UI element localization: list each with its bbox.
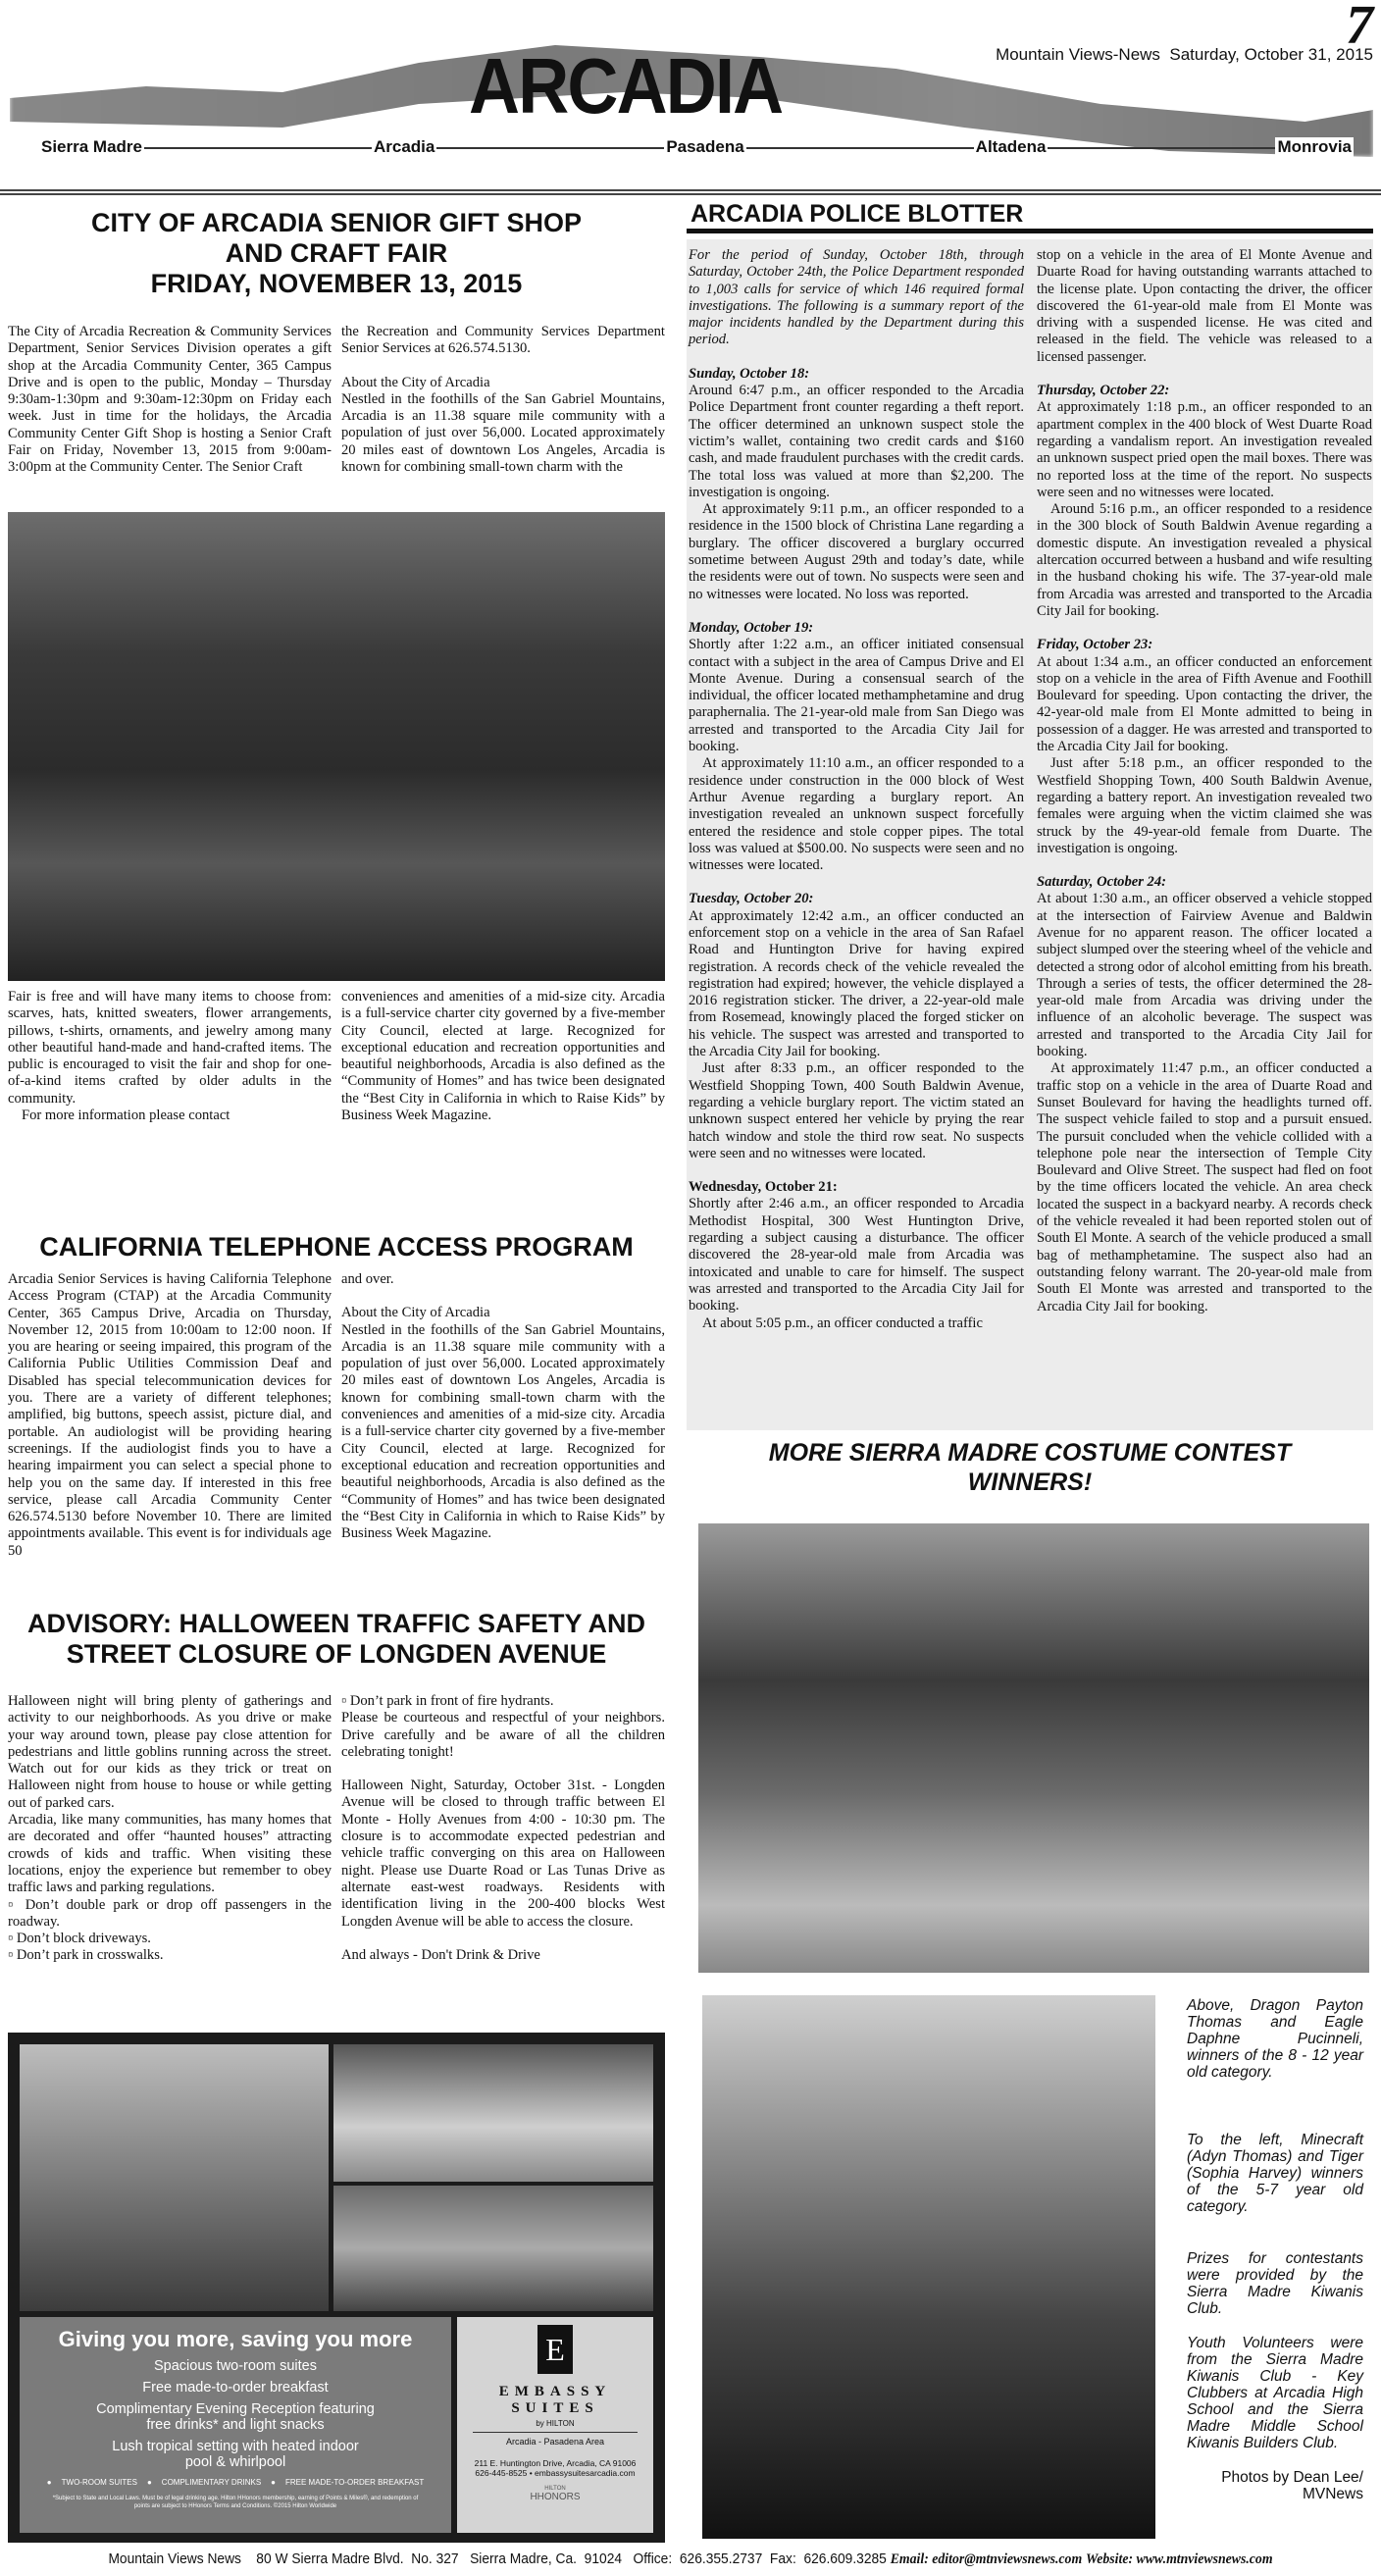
bullet-item: ▫ Don’t park in front of fire hydrants. bbox=[341, 1693, 554, 1709]
bullet-text: Please be courteous and respectful of your neighbors. Drive carefully and be aware of all the children celebrating tonight! bbox=[341, 1710, 665, 1760]
paragraph: For more information please contact bbox=[22, 1108, 230, 1124]
subhead: About the City of Arcadia bbox=[341, 1305, 490, 1321]
blotter-day-heading: Thursday, October 22: bbox=[1037, 383, 1170, 399]
embassy-suites-ad[interactable] bbox=[8, 2033, 665, 2543]
blotter-entry: At approximately 9:11 p.m., an officer responded to a residence in the 1500 block of Christina Lane regarding a burglary. The officer discovered a burglary occurred sometime between August 29th and today’s date, while the residents were out of town. No suspects were seen and no witnesses were located. No loss was reported. bbox=[689, 501, 1024, 602]
credit-line: MVNews bbox=[1302, 2486, 1363, 2502]
photo-credit bbox=[1187, 2469, 1363, 2502]
gift-shop-col3 bbox=[8, 989, 332, 1124]
craft-fair-photo bbox=[8, 512, 665, 981]
issue-date: Saturday, October 31, 2015 bbox=[1169, 45, 1373, 64]
footer bbox=[55, 2550, 1325, 2568]
gift-shop-col1 bbox=[8, 324, 332, 477]
ad-fineprint: *Subject to State and Local Laws. Must be of legal drinking age. Hilton HHonors membership, earning of Points & Miles®, and redemption of points are subject to HHonors Terms and Conditions. ©2015 Hilton Worldwide bbox=[52, 2496, 419, 2509]
dragon-eagle-photo bbox=[698, 1523, 1369, 1973]
paragraph: the Recreation and Community Services Department Senior Services at 626.574.5130. bbox=[341, 324, 665, 357]
subhead: About the City of Arcadia bbox=[341, 374, 490, 390]
ad-headline: Giving you more, saving you more bbox=[58, 2327, 413, 2351]
drink-icon: ● bbox=[146, 2478, 152, 2487]
blotter-entry: Shortly after 2:46 a.m., an officer responded to Arcadia Methodist Hospital, 300 West Huntington Drive, regarding a subject causing a disturbance. The officer discovered the 28-year-old male from Arcadia was intoxicated and unable to care for himself. The suspect was arrested and transported to the Arcadia City Jail for booking. bbox=[689, 1196, 1024, 1314]
gift-shop-col2 bbox=[341, 324, 665, 476]
blotter-headline: ARCADIA POLICE BLOTTER bbox=[687, 200, 1373, 233]
paragraph: Nestled in the foothills of the San Gabriel Mountains, Arcadia is an 11.38 square mile community with a population of just over 56,000. Located approximately 20 miles east of downtown Los Angeles, Arcadia is known for combining small-town charm with the bbox=[341, 390, 665, 476]
blotter-day-heading: Tuesday, October 20: bbox=[689, 891, 814, 907]
blotter-col2 bbox=[1037, 247, 1372, 1315]
headline-line: MORE SIERRA MADRE COSTUME CONTEST bbox=[768, 1439, 1292, 1467]
gift-shop-col4 bbox=[341, 989, 665, 1124]
city-line bbox=[39, 137, 1354, 157]
paragraph: Fair is free and will have many items to choose from: scarves, hats, knitted sweaters, flower arrangements, pillows, t-shirts, ornaments, and jewelry among many other beautiful hand-made and hand-crafted items. The public is encouraged to visit the fair and shop for one-of-a-kind items crafted by older adults in the community. bbox=[8, 989, 332, 1107]
ad-line: Lush tropical setting with heated indoor pool & whirlpool bbox=[112, 2439, 359, 2470]
blotter-entry: At about 1:30 a.m., an officer observed a vehicle stopped at the intersection of Fairview Avenue and Baldwin Avenue for no apparent reason. The officer located a subject slumped over the steering wheel of the vehicle and detected a strong odor of alcohol emitting from his breath. Through a series of tests, the officer determined the 28-year-old male from Arcadia was driving under the influence of an alcoholic beverage. The suspect was arrested and transported to the Arcadia City Jail for booking. bbox=[1037, 891, 1372, 1060]
page-number: 7 bbox=[1346, 0, 1373, 56]
ad-photo-atrium bbox=[333, 2186, 653, 2311]
ad-icon-label: COMPLIMENTARY DRINKS bbox=[161, 2478, 262, 2487]
advisory-col2 bbox=[341, 1693, 665, 1964]
dateline bbox=[996, 45, 1373, 65]
blotter-col1 bbox=[689, 247, 1024, 1332]
footer-contact: Mountain Views News 80 W Sierra Madre Blvd. No. 327 Sierra Madre, Ca. 91024 Office: 626.355.2737 Fax: 626.609.3285 bbox=[108, 2550, 887, 2567]
hhonors-logo: HHONORS bbox=[530, 2492, 581, 2502]
ad-copy bbox=[20, 2317, 451, 2533]
city-label: Arcadia bbox=[373, 137, 435, 156]
blotter-day-heading: Sunday, October 18: bbox=[689, 365, 810, 382]
blotter-entry: At approximately 11:47 p.m., an officer conducted a traffic stop on a vehicle in the area of Duarte Road and Sunset Boulevard for having the headlights turned off. The suspect vehicle failed to stop and a pursuit ensued. The pursuit concluded when the vehicle collided with a telephone pole near the intersection of Temple City Boulevard and Olive Street. The suspect had fled on foot by the time officers located the vehicle. An area check located the suspect in a backyard nearby. A records check of the vehicle revealed it had been reported stolen out of South El Monte. A search of the vehicle produced a small bag of methamphetamine. The suspect also had an outstanding felony warrant. The 20-year-old male from South El Monte was arrested and transported to the Arcadia City Jail for booking. bbox=[1037, 1060, 1372, 1314]
blotter-entry: Shortly after 1:22 a.m., an officer initiated consensual contact with a subject in the area of Campus Drive and El Monte Avenue. During a consensual search of the individual, the officer located methamphetamine and drug paraphernalia. The 21-year-old male from San Diego was arrested and transported to the Arcadia City Jail for booking. bbox=[689, 637, 1024, 755]
paragraph: The City of Arcadia Recreation & Community Services Department, Senior Services Division operates a gift shop at the Arcadia Community Center, 365 Campus Drive and is open to the public, Monday – Thursday 9:30am-1:30pm and 9:30am-12:30pm on Friday each week. Just in time for the holidays, the Arcadia Community Center Gift Shop is hosting a Senior Craft Fair on Friday, November 13, 2015 from 9:00am-3:00pm at the Community Center. The Senior Craft bbox=[8, 324, 332, 476]
photo-captions bbox=[1187, 1997, 1363, 2502]
suite-icon: ● bbox=[46, 2478, 52, 2487]
city-label: Monrovia bbox=[1277, 137, 1352, 156]
caption: Youth Volunteers were from the Sierra Madre Kiwanis Club - Key Clubbers at Arcadia High School and the Sierra Madre Middle School Kiwanis Builders Club. bbox=[1187, 2335, 1363, 2451]
minecraft-tiger-photo bbox=[702, 1995, 1155, 2539]
blotter-day-heading: Friday, October 23: bbox=[1037, 637, 1153, 653]
footer-website[interactable]: Website: www.mtnviewsnews.com bbox=[1086, 2551, 1273, 2567]
headline-line: ADVISORY: HALLOWEEN TRAFFIC SAFETY AND bbox=[27, 1609, 645, 1638]
blotter-entry: Just after 8:33 p.m., an officer responded to the Westfield Shopping Town, 400 South Baldwin Avenue, regarding a vehicle burglary report. The victim stated an unknown suspect entered her vehicle by prying the rear hatch window and stole the third row seat. No suspects were seen and no witnesses were located. bbox=[689, 1060, 1024, 1161]
ad-area: Arcadia - Pasadena Area bbox=[505, 2437, 605, 2447]
paragraph: Arcadia, like many communities, has many homes that are decorated and offer “haunted houses” attracting crowds of kids and traffic. When visiting these locations, enjoy the experience but remember to obey traffic laws and parking regulations. bbox=[8, 1812, 332, 1896]
ctap-headline: CALIFORNIA TELEPHONE ACCESS PROGRAM bbox=[39, 1232, 634, 1262]
brand-by: by HILTON bbox=[473, 2419, 638, 2433]
masthead bbox=[0, 0, 1381, 196]
caption: To the left, Minecraft (Adyn Thomas) and Tiger (Sophia Harvey) winners of the 5-7 year old category. bbox=[1187, 2132, 1363, 2215]
ad-line: Spacious two-room suites bbox=[153, 2358, 317, 2374]
brand-name: EMBASSY bbox=[498, 2384, 612, 2399]
paragraph: stop on a vehicle in the area of El Monte Avenue and Duarte Road for having outstanding warrants attached to the license plate. Upon contacting the driver, the officer discovered the 61-year-old male from El Monte was driving with a suspended license. He was cited and released in the field. The vehicle was released to a licensed passenger. bbox=[1037, 247, 1372, 365]
ctap-col2 bbox=[341, 1271, 665, 1542]
footer-email[interactable]: Email: editor@mtnviewsnews.com bbox=[890, 2551, 1083, 2567]
blotter-entry: At approximately 12:42 a.m., an officer conducted an enforcement stop on a vehicle in the area of San Rafael Road and Huntington Drive for having expired registration. A records check of the vehicle revealed the registration had expired; however, the vehicle displayed a 2016 registration sticker. The driver, a 22-year-old male from Rosemead, knowingly placed the forged sticker on his vehicle. The suspect was arrested and transported to the Arcadia City Jail for booking. bbox=[689, 907, 1024, 1060]
bullet-item bbox=[341, 1710, 665, 1761]
blotter-entry: Around 6:47 p.m., an officer responded to the Arcadia Police Department front counter regarding a theft report. The officer determined an unknown suspect stole the victim’s wallet, containing two credit cards and $160 cash, and made fraudulent purchases with the credit cards. The total loss was valued at more than $2,200. The investigation is ongoing. bbox=[689, 383, 1024, 500]
city-label: Pasadena bbox=[666, 137, 744, 156]
hhonors-logo-small: HILTON bbox=[544, 2486, 566, 2492]
blotter-day-heading: Wednesday, October 21: bbox=[689, 1179, 838, 1196]
ad-photo-exterior bbox=[20, 2044, 329, 2311]
bullet-item: ▫ Don’t block driveways. bbox=[8, 1931, 151, 1947]
bullet-item: ▫ Don’t double park or drop off passengers in the roadway. bbox=[8, 1896, 332, 1930]
ad-contact[interactable]: 626-445-8525 • embassysuitesarcadia.com bbox=[475, 2468, 636, 2478]
breakfast-icon: ● bbox=[271, 2478, 276, 2487]
ad-icon-label: FREE MADE-TO-ORDER BREAKFAST bbox=[285, 2478, 425, 2487]
ad-address: 211 E. Huntington Drive, Arcadia, CA 91006 bbox=[474, 2458, 637, 2468]
embassy-logo: E bbox=[537, 2325, 573, 2374]
paragraph: Halloween night will bring plenty of gatherings and activity to our neighborhoods. As you drive or make your way around town, please pay close attention for pedestrians and little goblins running across the street. Watch out for our kids as they trick or treat on Halloween night from house to house or while getting out of parked cars. bbox=[8, 1693, 332, 1811]
bullet-text: Don’t park in crosswalks. bbox=[16, 1947, 164, 1964]
blotter-entry: At approximately 1:18 p.m., an officer responded to an apartment complex in the 400 block of West Duarte Road regarding a vandalism report. An investigation revealed an unknown suspect pried open the mail boxes. There was no reported loss at the time of the report. No suspects were seen and no witnesses were located. bbox=[1037, 399, 1372, 500]
blotter-entry: At about 1:34 a.m., an officer conducted an enforcement stop on a vehicle in the area of Fifth Avenue and Foothill Boulevard for speeding. Upon contacting the driver, the 42-year-old male from El Monte admitted to being in possession of a dagger. He was arrested and transported to the Arcadia City Jail for booking. bbox=[1037, 653, 1372, 755]
bullet-item: ▫ Don’t park in crosswalks. bbox=[8, 1947, 164, 1964]
ad-icon-label: TWO-ROOM SUITES bbox=[61, 2478, 137, 2487]
blotter-entry: At about 5:05 p.m., an officer conducted a traffic bbox=[702, 1314, 983, 1331]
ad-icon-row bbox=[20, 2478, 451, 2487]
blotter-entry: Just after 5:18 p.m., an officer responded to the Westfield Shopping Town, 400 South Baldwin Avenue, regarding a battery report. An investigation revealed two females were arguing when the victim claimed she was struck by the 49-year-old female from Duarte. The investigation is ongoing. bbox=[1037, 755, 1372, 856]
credit-line: Photos by Dean Lee/ bbox=[1221, 2469, 1363, 2486]
ctap-col1 bbox=[8, 1271, 332, 1560]
blotter-entry: At approximately 11:10 a.m., an officer responded to a residence under construction in the 000 block of West Arthur Avenue regarding a burglary report. An investigation revealed an unknown suspect forcefully entered the residence and stole copper pipes. The total loss was valued at $500.00. No suspects were seen and no witnesses were located. bbox=[689, 755, 1024, 874]
paragraph: Halloween Night, Saturday, October 31st. - Longden Avenue will be closed to through traffic between El Monte - Holly Avenues from 4:00 - 10:30 pm. The closure is to accommodate expected pedestrian and vehicle traffic converging on this area on Halloween night. Please use Duarte Road or Las Tunas Drive as alternate east-west roadways. Residents with identification living in the 200-400 blocks West Longden Avenue will be able to access the closure. bbox=[341, 1777, 665, 1930]
bullet-text: Don’t block driveways. bbox=[16, 1931, 151, 1947]
bullet-text: Don’t double park or drop off passengers in the roadway. bbox=[8, 1896, 332, 1930]
headline-line: CITY OF ARCADIA SENIOR GIFT SHOP bbox=[90, 208, 583, 237]
blotter-entry: Around 5:16 p.m., an officer responded to a residence in the 300 block of South Baldwin Avenue regarding a domestic dispute. An investigation revealed a physical altercation occurred between a husband and wife resulting in the husband choking his wife. The 37-year-old male from Arcadia was arrested and transported to the Arcadia City Jail for booking. bbox=[1037, 501, 1372, 619]
costume-headline bbox=[687, 1438, 1373, 1497]
caption: Above, Dragon Payton Thomas and Eagle Daphne Pucinneli, winners of the 8 - 12 year old category. bbox=[1187, 1997, 1363, 2081]
gift-shop-headline bbox=[8, 208, 665, 299]
masthead-rule bbox=[0, 189, 1381, 195]
paragraph: Nestled in the foothills of the San Gabriel Mountains, Arcadia is an 11.38 square mile community with a population of just over 56,000. Located approximately 20 miles east of downtown Los Angeles, Arcadia is known for combining small-town charm with the conveniences and amenities of a mid-size city. Arcadia is a full-service charter city governed by a five-member City Council, elected at large. Recognized for exceptional education and recreation opportunities and beautiful neighborhoods, Arcadia is also defined as the “Community of Homes” and has twice been designated the “Best City in California in which to Raise Kids” by Business Week Magazine. bbox=[341, 1321, 665, 1542]
brand-name: SUITES bbox=[511, 2400, 599, 2416]
city-label: Sierra Madre bbox=[41, 137, 142, 156]
advisory-headline bbox=[8, 1609, 665, 1670]
headline-line: FRIDAY, NOVEMBER 13, 2015 bbox=[150, 269, 523, 298]
paragraph: conveniences and amenities of a mid-size city. Arcadia is a full-service charter city governed by a five-member City Council, elected at large. Recognized for exceptional education and recreation opportunities and beautiful neighborhoods, Arcadia is also defined as the “Community of Homes” and has twice been designated the “Best City in California in which to Raise Kids” by Business Week Magazine. bbox=[341, 989, 665, 1124]
caption: Prizes for contestants were provided by the Sierra Madre Kiwanis Club. bbox=[1187, 2250, 1363, 2317]
ad-line: Complimentary Evening Reception featuring free drinks* and light snacks bbox=[96, 2401, 375, 2433]
ad-line: Free made-to-order breakfast bbox=[142, 2380, 329, 2396]
blotter-day-heading: Monday, October 19: bbox=[689, 619, 814, 636]
ad-brand-panel bbox=[457, 2317, 653, 2533]
ad-photo-room bbox=[333, 2044, 653, 2182]
city-label: Altadena bbox=[975, 137, 1047, 156]
paper-name: Mountain Views-News bbox=[996, 45, 1160, 64]
blotter-day-heading: Saturday, October 24: bbox=[1037, 874, 1167, 891]
paragraph: and over. bbox=[341, 1271, 394, 1287]
advisory-col1 bbox=[8, 1693, 332, 1965]
paragraph: And always - Don't Drink & Drive bbox=[341, 1946, 540, 1963]
headline-line: AND CRAFT FAIR bbox=[225, 238, 448, 268]
paragraph: Arcadia Senior Services is having California Telephone Access Program (CTAP) at the Arcadia Community Center, 365 Campus Drive, Arcadia on Thursday, November 12, 2015 from 10:00am to 12:00 noon. If you are hearing or seeing impaired, this program of the California Public Utilities Commission Deaf and Disabled has special telecommunication devices for you. There are a variety of different telephones; amplified, big buttons, speech assist, picture dial, and portable. An audiologist will be providing hearing screenings. If the audiologist finds you to have a hearing impairment you can select a special phone to help you on the same day. If interested in this free service, please call Arcadia Community Center 626.574.5130 before November 10. There are limited appointments available. This event is for individuals age 50 bbox=[8, 1271, 332, 1559]
bullet-text: Don’t park in front of fire hydrants. bbox=[349, 1693, 554, 1709]
section-title: ARCADIA bbox=[469, 42, 783, 129]
headline-line: WINNERS! bbox=[967, 1468, 1093, 1496]
blotter-intro: For the period of Sunday, October 18th, through Saturday, October 24th, the Police Department responded to 1,003 calls for service of which 146 required formal investigations. The following is a summary report of the major incidents handled by the Department during this period. bbox=[689, 247, 1024, 348]
headline-line: STREET CLOSURE OF LONGDEN AVENUE bbox=[66, 1639, 607, 1669]
